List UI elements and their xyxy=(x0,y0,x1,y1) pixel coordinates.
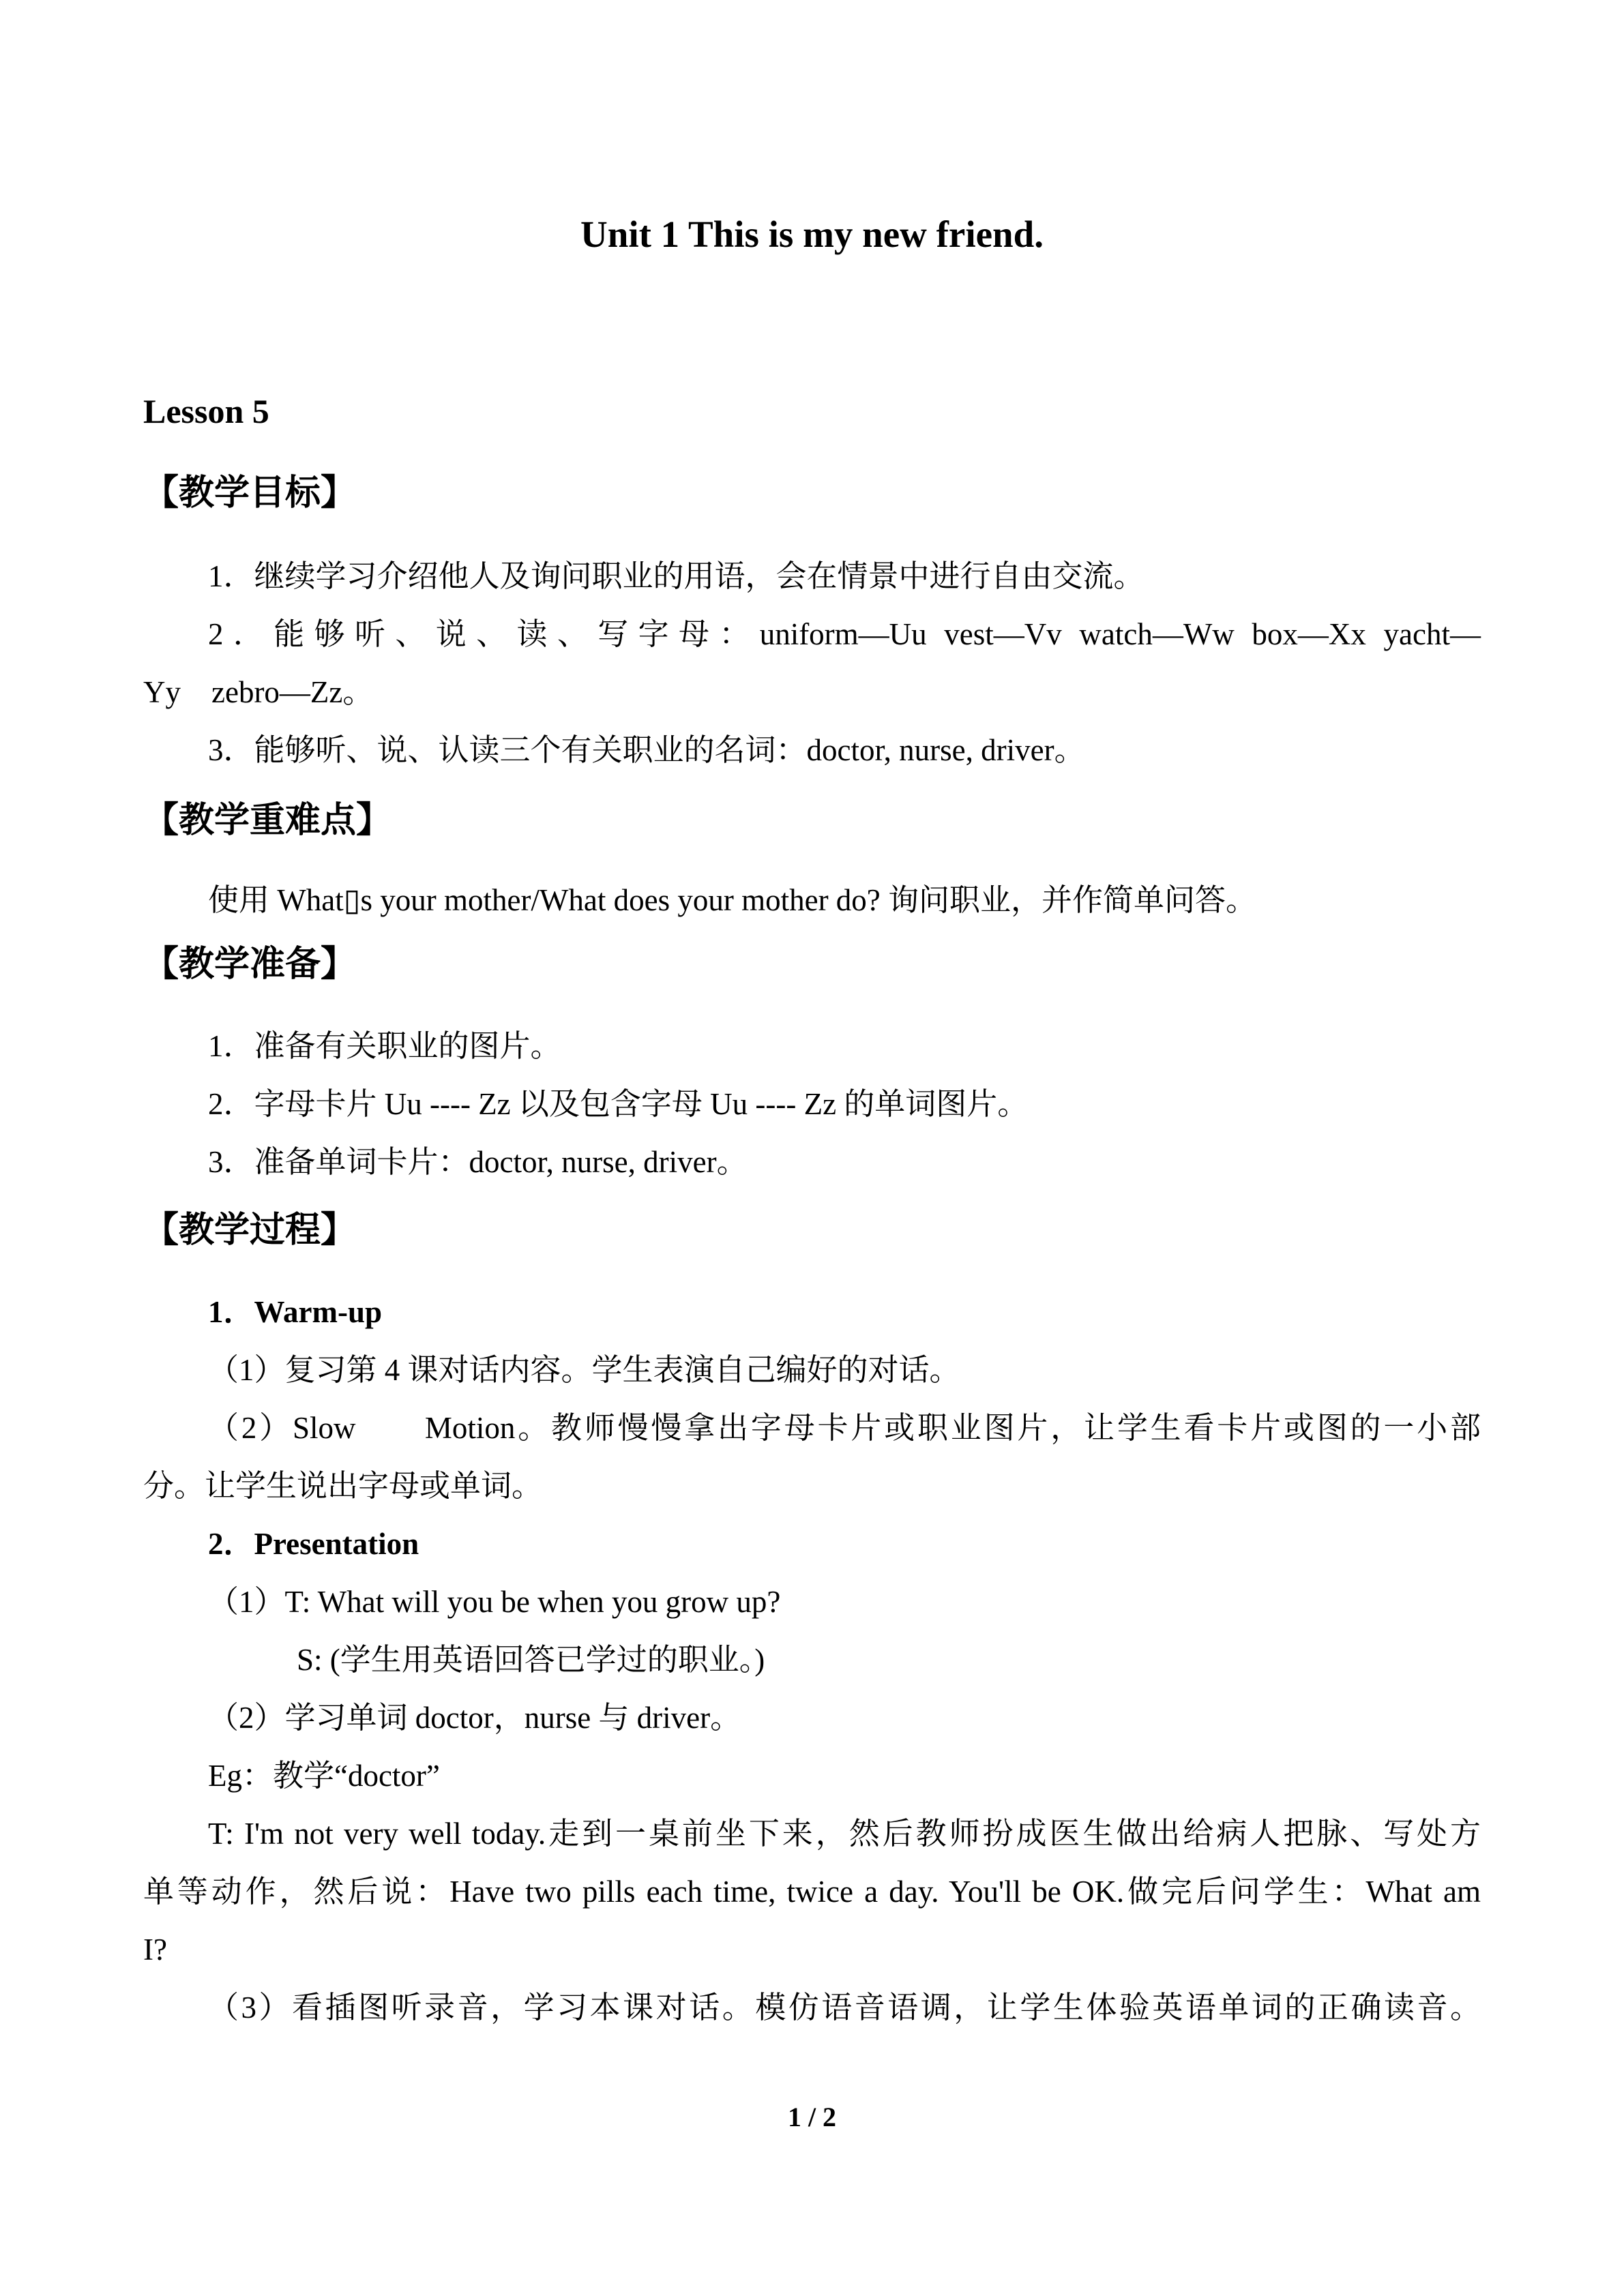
process-step: （1）T: What will you be when you grow up? xyxy=(208,1585,781,1619)
key-points-text: 使用 What▯s your mother/What does your mother do? 询问职业，并作简单问答。 xyxy=(208,883,1257,917)
preparation-body xyxy=(143,1017,1481,1191)
process-step: （1）复习第 4 课对话内容。学生表演自己编好的对话。 xyxy=(208,1353,960,1387)
document-title: Unit 1 This is my new friend. xyxy=(580,213,1044,255)
process-step: Eg：教学“doctor” xyxy=(208,1759,440,1793)
section-objectives xyxy=(143,468,1481,779)
objectives-heading: 【教学目标】 xyxy=(143,474,357,513)
objectives-body xyxy=(143,548,1481,779)
process-step-continuation: 单等动作，然后说：Have two pills each time, twice a day. You'll be OK.做完后问学生：What am xyxy=(143,1875,1481,1909)
process-step: （2）学习单词 doctor，nurse 与 driver。 xyxy=(208,1701,741,1735)
objectives-item: 1．继续学习介绍他人及询问职业的用语，会在情景中进行自由交流。 xyxy=(208,559,1145,593)
section-key-points xyxy=(143,795,1481,929)
section-process xyxy=(143,1205,1481,2037)
process-step: （2）Slow Motion。教师慢慢拿出字母卡片或职业图片，让学生看卡片或图的一小部 xyxy=(208,1411,1481,1445)
process-step-continuation: 分。让学生说出字母或单词。 xyxy=(143,1469,543,1503)
process-step: S: (学生用英语回答已学过的职业。) xyxy=(297,1643,765,1677)
process-step-title: 2．Presentation xyxy=(208,1527,419,1561)
page-number: 1 / 2 xyxy=(787,2102,837,2132)
objectives-item: 3．能够听、说、认读三个有关职业的名词：doctor, nurse, driver。 xyxy=(208,733,1085,767)
preparation-heading: 【教学准备】 xyxy=(143,945,357,984)
preparation-item: 1．准备有关职业的图片。 xyxy=(208,1029,561,1063)
key-points-body xyxy=(143,871,1481,929)
objectives-item-continuation: Yy zebro—Zz。 xyxy=(143,675,374,709)
process-step: （3）看插图听录音，学习本课对话。模仿语音语调，让学生体验英语单词的正确读音。 xyxy=(208,1991,1481,2025)
process-step: T: I'm not very well today.走到一桌前坐下来，然后教师扮成医生做出给病人把脉、写处方 xyxy=(208,1817,1481,1851)
preparation-item: 3．准备单词卡片：doctor, nurse, driver。 xyxy=(208,1145,748,1179)
key-points-heading: 【教学重难点】 xyxy=(143,801,392,840)
process-step-title: 1．Warm-up xyxy=(208,1295,383,1329)
process-heading: 【教学过程】 xyxy=(143,1211,357,1250)
process-body xyxy=(143,1283,1481,2037)
preparation-item: 2．字母卡片 Uu ---- Zz 以及包含字母 Uu ---- Zz 的单词图片。 xyxy=(208,1087,1029,1121)
lesson-heading: Lesson 5 xyxy=(143,392,269,430)
section-preparation xyxy=(143,939,1481,1191)
process-step-continuation: I? xyxy=(143,1933,167,1967)
objectives-item: 2．能够听、说、读、写字母：uniform—Uu vest—Vv watch—Ww box—Xx yacht— xyxy=(208,617,1481,651)
